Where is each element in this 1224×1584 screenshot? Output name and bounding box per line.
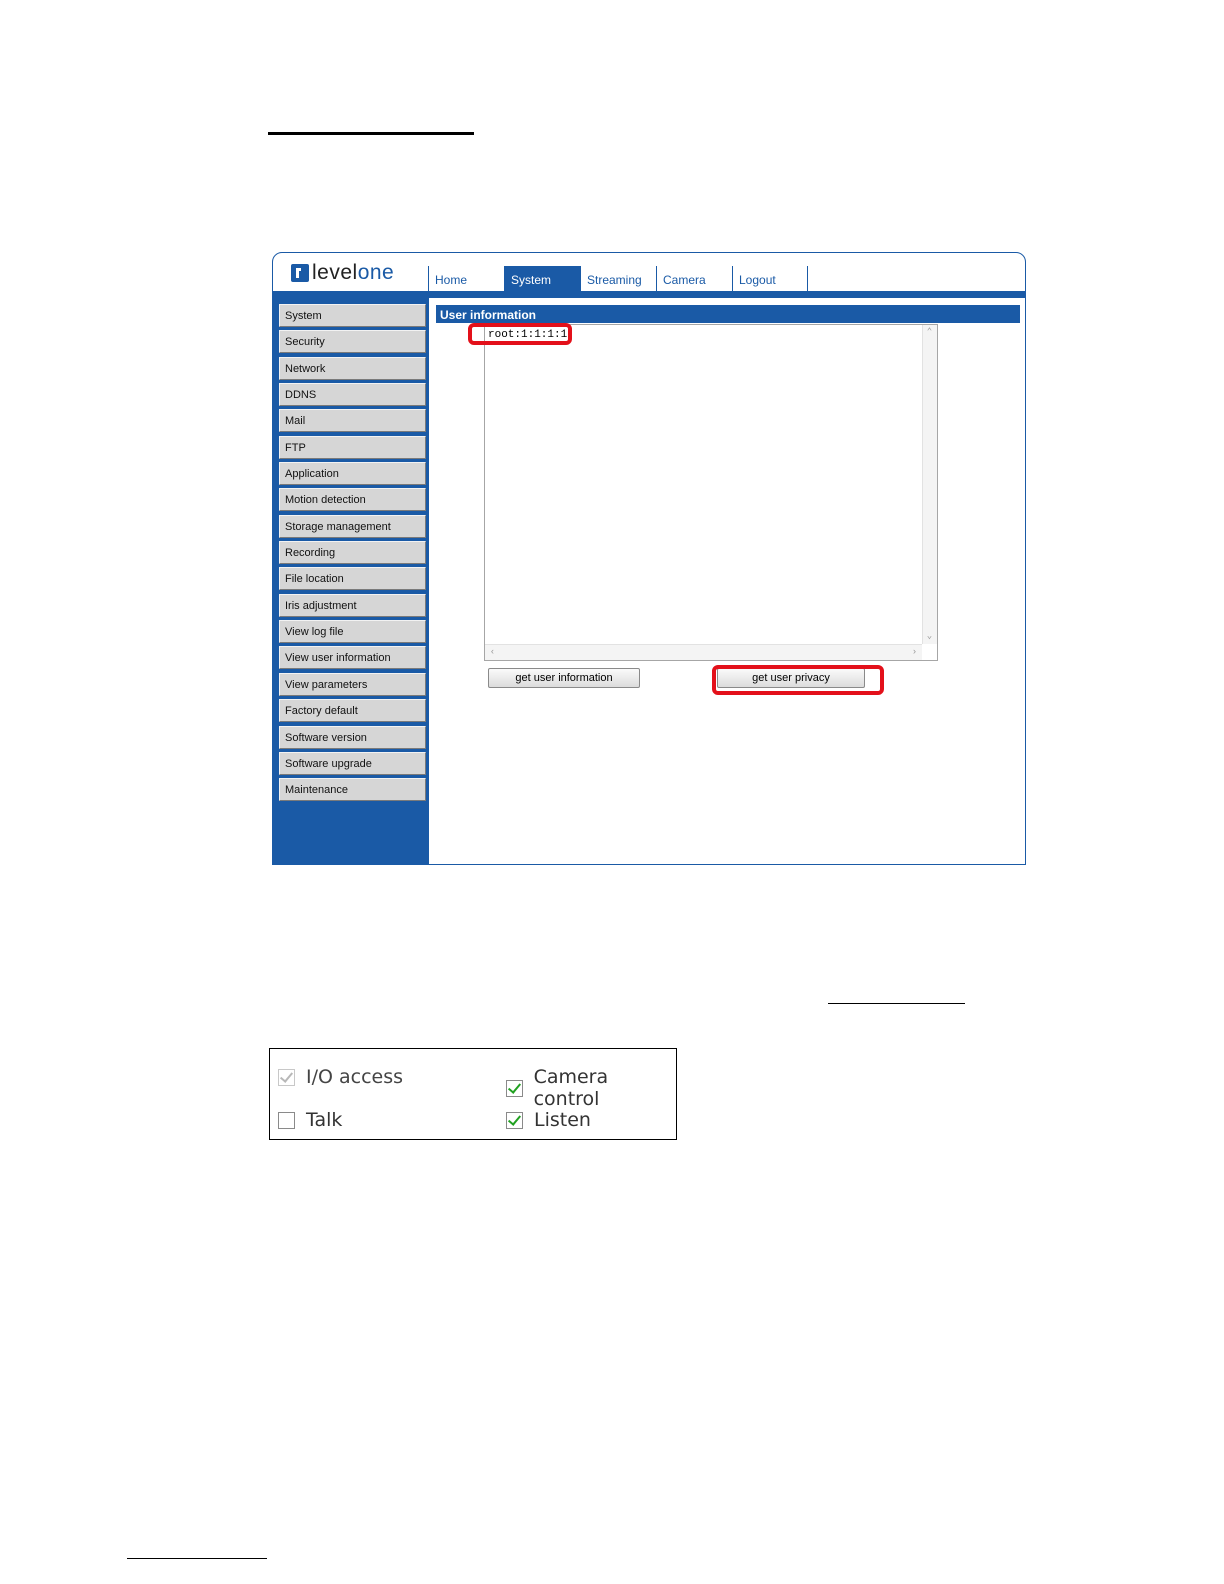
logo-text-suffix: one [357,261,395,284]
io-access-label: I/O access [306,1066,404,1088]
sidebar-item-storage-management[interactable]: Storage management [279,515,426,538]
footer-link-underline [127,1558,267,1559]
talk-option [278,1109,342,1131]
io-access-option [278,1066,403,1088]
sidebar-item-ddns[interactable]: DDNS [279,383,426,406]
tab-streaming[interactable]: Streaming [580,266,656,292]
levelone-logo-icon [291,264,309,282]
top-nav-tabs [428,266,808,292]
sidebar-item-ftp[interactable]: FTP [279,436,426,459]
tab-logout[interactable]: Logout [732,266,808,292]
scroll-left-icon[interactable]: ‹ [489,647,496,657]
talk-checkbox[interactable] [278,1112,295,1129]
horizontal-scrollbar[interactable] [485,644,922,660]
sidebar [273,298,429,865]
sidebar-item-security[interactable]: Security [279,330,426,353]
sidebar-item-recording[interactable]: Recording [279,541,426,564]
vertical-scrollbar[interactable] [922,325,937,644]
sidebar-item-factory-default[interactable]: Factory default [279,699,426,722]
link-underline [828,1003,965,1004]
sidebar-item-mail[interactable]: Mail [279,409,426,432]
privacy-checkboxes-panel [269,1048,677,1140]
scroll-up-icon[interactable]: ⌃ [926,327,933,337]
scroll-right-icon[interactable]: › [911,647,918,657]
highlight-root-value [468,323,572,345]
sidebar-item-iris-adjustment[interactable]: Iris adjustment [279,594,426,617]
tab-home[interactable]: Home [428,266,504,292]
header-bar [273,291,1025,298]
levelone-logo [273,253,427,293]
camera-control-label: Camera control [533,1066,609,1110]
listen-label: Listen [534,1109,591,1131]
sidebar-item-view-parameters[interactable]: View parameters [279,673,426,696]
get-user-privacy-button[interactable]: get user privacy [717,668,865,688]
sidebar-item-software-version[interactable]: Software version [279,726,426,749]
io-access-checkbox[interactable] [278,1069,295,1086]
sidebar-item-software-upgrade[interactable]: Software upgrade [279,752,426,775]
tab-system[interactable]: System [504,266,580,292]
get-user-information-button[interactable]: get user information [488,668,640,688]
sidebar-item-view-log-file[interactable]: View log file [279,620,426,643]
sidebar-item-system[interactable]: System [279,304,426,327]
listen-option [506,1109,591,1131]
logo-text-prefix: level [312,261,358,284]
heading-underline [268,132,474,135]
content-title: User information [436,305,1020,323]
web-ui-screenshot [272,252,1026,865]
listen-checkbox[interactable] [506,1112,523,1129]
sidebar-item-maintenance[interactable]: Maintenance [279,778,426,801]
talk-label: Talk [306,1109,343,1131]
sidebar-item-view-user-information[interactable]: View user information [279,646,426,669]
sidebar-item-file-location[interactable]: File location [279,567,426,590]
sidebar-item-network[interactable]: Network [279,357,426,380]
highlight-privacy-button [712,665,884,695]
camera-control-option [506,1066,676,1110]
sidebar-item-application[interactable]: Application [279,462,426,485]
sidebar-item-motion-detection[interactable]: Motion detection [279,488,426,511]
scroll-down-icon[interactable]: ⌄ [926,631,933,641]
camera-control-checkbox[interactable] [506,1080,523,1097]
textarea-value: root:1:1:1:1 [488,329,568,341]
user-info-textarea[interactable] [484,324,938,661]
tab-camera[interactable]: Camera [656,266,732,292]
